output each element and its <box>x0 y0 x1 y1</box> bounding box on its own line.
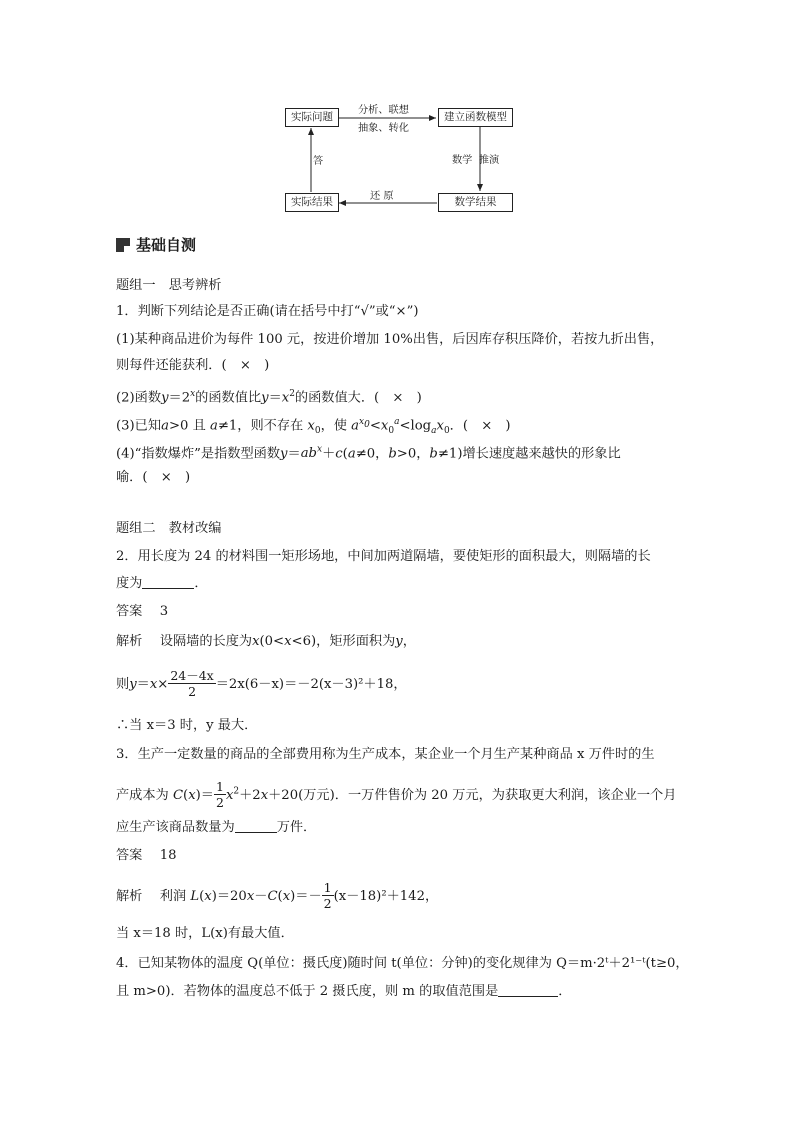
q1-2: (2)函数$y=2^x$的函数值比$y=x^2$的函数值大．( × ) <box>116 389 422 406</box>
arrow-label-top-1: 分析、联想 <box>358 105 409 116</box>
q3-solution-2: 当 x＝18 时，L(x)有最大值． <box>116 926 294 941</box>
q1-stem: 1．判断下列结论是否正确(请在括号中打“√”或“×”) <box>116 304 419 319</box>
q2-answer: 答案 3 <box>116 604 169 619</box>
box-math-result: 数学结果 <box>438 193 513 212</box>
box-build-model: 建立函数模型 <box>438 108 513 127</box>
q2-fraction: $\frac{24-4x}{2}$ <box>170 668 214 699</box>
q2-solution-1: 解析 设隔墙的长度为x(0<x<6)，矩形面积为y， <box>116 634 416 649</box>
q4-line2: 且 m>0)．若物体的温度总不低于 2 摄氏度，则 m 的取值范围是 ． <box>116 984 572 999</box>
q1-4-line1: (4)“指数爆炸”是指数型函数$y=ab^x+c(a\ne 0$，b>0，b≠1)增长速度越来越快的形象比 <box>116 445 621 462</box>
q3-sol-fraction: $\frac{1}{2}$ <box>323 880 332 911</box>
arrow-label-top-2: 抽象、转化 <box>358 123 409 134</box>
arrow-label-right: 数学 推演 <box>452 155 500 166</box>
q3-line2: 产成本为 C(x)＝ $\frac{1}{2}$ $x^2+2x+20$(万元)．一万件售价为 20 万元，为获取更大利润，该企业一个月 <box>116 779 677 810</box>
q3-answer: 答案 18 <box>116 848 177 863</box>
q1-1-line2: 则每件还能获利．( × ) <box>116 358 270 373</box>
q4-line1: 4．已知某物体的温度 Q(单位：摄氏度)随时间 t(单位：分钟)的变化规律为 Q＝m·2ᵗ＋2¹⁻ᵗ(t≥0， <box>116 956 689 971</box>
q1-3: (3)已知a>0 且 a≠1，则不存在 $x_0$，使 $a^{x_0}<x_0^a<\log_ax_0$．( × ) <box>116 417 511 437</box>
q3-blank <box>235 819 277 833</box>
section-title: 基础自测 <box>116 234 196 255</box>
q3-fraction: $\frac{1}{2}$ <box>215 779 224 810</box>
q3-line1: 3．生产一定数量的商品的全部费用称为生产成本，某企业一个月生产某种商品 x 万件时的生 <box>116 747 655 762</box>
section-square-icon <box>116 238 130 252</box>
q1-1-line1: (1)某种商品进价为每件 100 元，按进价增加 10%出售，后因库存积压降价，若按九折出售， <box>116 332 664 347</box>
q2-solution-3: ∴当 x＝3 时，y 最大． <box>116 718 258 733</box>
arrow-label-left: 答 <box>313 156 324 167</box>
q2-line2: 度为 ． <box>116 576 208 591</box>
q3-solution-1: 解析 利润 L(x)＝20x－C(x)＝－ $\frac{1}{2}$ (x－18)²＋142， <box>116 880 439 911</box>
q4-blank <box>498 983 558 997</box>
group2-title: 题组二 教材改编 <box>116 521 222 536</box>
q2-solution-2: 则y＝x× $\frac{24-4x}{2}$ ＝2x(6－x)＝－2(x－3)²＋18， <box>116 668 407 699</box>
arrow-label-bottom: 还 原 <box>370 191 394 202</box>
box-real-problem: 实际问题 <box>285 108 339 127</box>
q2-blank <box>142 575 194 589</box>
q3-line3: 应生产该商品数量为 万件． <box>116 820 317 835</box>
group1-title: 题组一 思考辨析 <box>116 278 222 293</box>
q2-line1: 2．用长度为 24 的材料围一矩形场地，中间加两道隔墙，要使矩形的面积最大，则隔墙的长 <box>116 549 651 564</box>
q1-4-line2: 喻．( × ) <box>116 470 191 485</box>
box-real-result: 实际结果 <box>285 193 339 212</box>
